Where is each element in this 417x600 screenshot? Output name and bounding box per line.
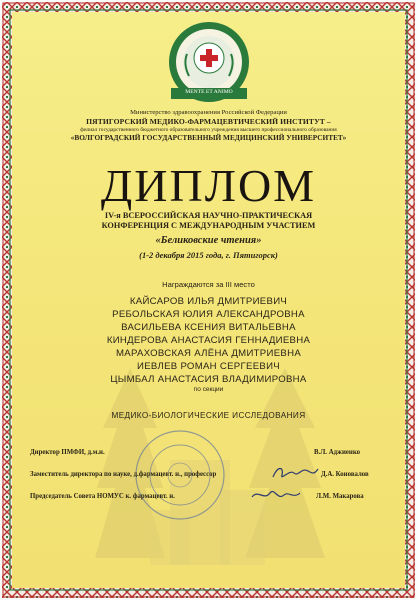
signatory-name: Л.М. Макарова xyxy=(316,493,364,500)
recipient-name: ВАСИЛЬЕВА КСЕНИЯ ВИТАЛЬЕВНА xyxy=(121,322,296,333)
section-label: по секции xyxy=(193,386,224,393)
handwritten-signature xyxy=(248,485,303,505)
ministry-line: Министерство здравоохранения Российской Федерации xyxy=(130,109,287,116)
branch-line: филиал государственного бюджетного образовательного учреждения высшего профессионального образования xyxy=(80,126,337,133)
conference-line-1: IV-я ВСЕРОССИЙСКАЯ НАУЧНО-ПРАКТИЧЕСКАЯ xyxy=(104,211,313,220)
signatory-name: В.Л. Аджиенко xyxy=(314,449,361,456)
handwritten-signature xyxy=(270,463,320,483)
recipient-name: МАРАХОВСКАЯ АЛЁНА ДМИТРИЕВНА xyxy=(115,348,302,359)
recipient-name: КИНДЕРОВА АНАСТАСИЯ ГЕННАДИЕВНА xyxy=(106,335,311,346)
award-text: Награждаются за III место xyxy=(162,280,255,289)
recipient-name: КАЙСАРОВ ИЛЬЯ ДМИТРИЕВИЧ xyxy=(129,296,288,307)
signatory-name: Д.А. Коновалов xyxy=(321,471,369,478)
signatory-title: Заместитель директора по науке, д.фармацевт. н., профессор xyxy=(30,471,217,478)
section-name: МЕДИКО-БИОЛОГИЧЕСКИЕ ИССЛЕДОВАНИЯ xyxy=(111,411,306,420)
emblem-motto: MENTE ET ANIMO xyxy=(185,89,233,95)
recipient-name: РЕБОЛЬСКАЯ ЮЛИЯ АЛЕКСАНДРОВНА xyxy=(112,309,305,320)
institute-name: ПЯТИГОРСКИЙ МЕДИКО-ФАРМАЦЕВТИЧЕСКИЙ ИНСТИТУТ – xyxy=(86,117,331,126)
conference-line-2: КОНФЕРЕНЦИЯ С МЕЖДУНАРОДНЫМ УЧАСТИЕМ xyxy=(101,221,316,230)
signatory-title: Председатель Совета НОМУС к. фармацевт. н. xyxy=(30,493,175,500)
recipient-name: ЦЫМБАЛ АНАСТАСИЯ ВЛАДИМИРОВНА xyxy=(110,374,307,385)
conference-name: «Беликовские чтения» xyxy=(155,235,262,246)
recipient-name: ИЕВЛЕВ РОМАН СЕРГЕЕВИЧ xyxy=(137,361,280,372)
university-name: «ВОЛГОГРАДСКИЙ ГОСУДАРСТВЕННЫЙ МЕДИЦИНСКИЙ УНИВЕРСИТЕТ» xyxy=(70,133,347,142)
signatory-title: Директор ПМФИ, д.м.н. xyxy=(30,449,105,456)
conference-date: (1-2 декабря 2015 года, г. Пятигорск) xyxy=(139,250,278,260)
diploma-title: ДИПЛОМ xyxy=(100,160,317,211)
